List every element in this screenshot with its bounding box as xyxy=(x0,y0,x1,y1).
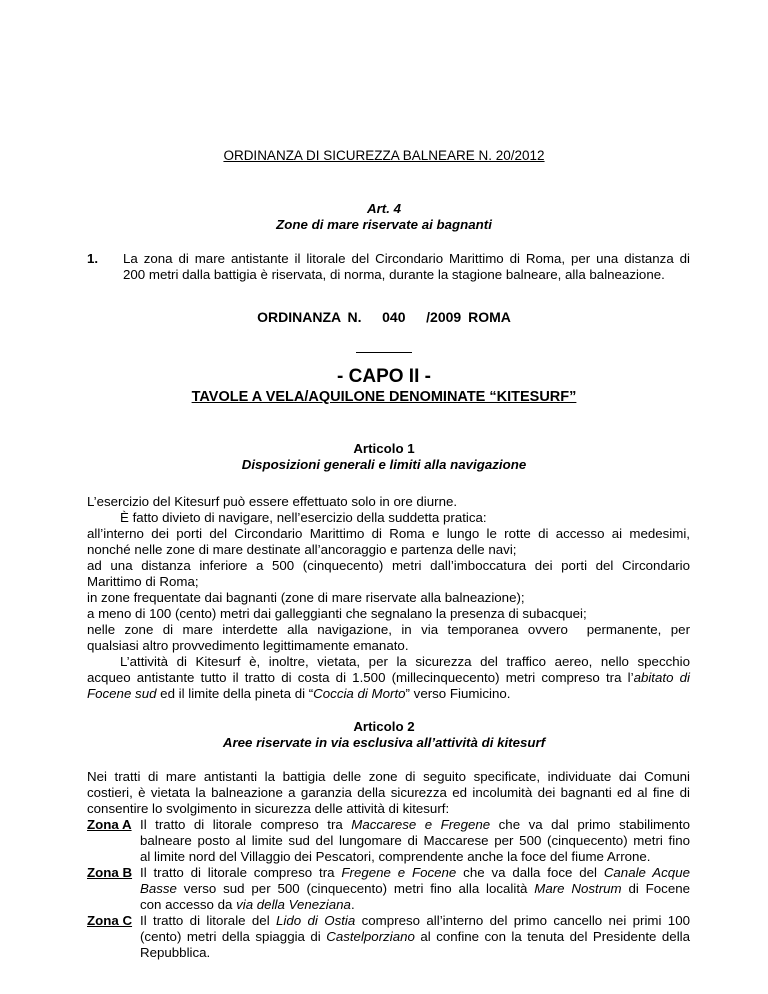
article-1-line: acqueo antistante tutto il tratto di costa di 1.500 (millecinquecento) metri compreso tra l’abitato di xyxy=(87,670,691,685)
zone-label: Zona A xyxy=(87,817,132,832)
article-1-line: Focene sud ed il limite della pineta di “Coccia di Morto” verso Fiumicino. xyxy=(87,686,511,701)
article-2-intro-line: consentire lo svolgimento in sicurezza delle attività di kitesurf: xyxy=(87,801,450,816)
chapter-heading: - CAPO II - xyxy=(337,366,431,387)
zone-label: Zona B xyxy=(87,865,133,880)
zone-b-line: Il tratto di litorale compreso tra Fregene e Focene che va dalla foce del Canale Acque xyxy=(140,865,690,880)
zone-a-line: balneare posto al limite sud del lungomare di Maccarese per 500 (cinquecento) metri fino xyxy=(140,833,690,848)
article-4-title: Zone di mare riservate ai bagnanti xyxy=(276,217,492,232)
article-1-line: qualsiasi altro provvedimento legittimamente emanato. xyxy=(87,638,409,653)
chapter-subtitle: TAVOLE A VELA/AQUILONE DENOMINATE “KITESURF” xyxy=(191,389,577,405)
zone-b-line: con accesso da via della Veneziana. xyxy=(140,897,355,912)
article-2-intro-line: Nei tratti di mare antistanti la battigia delle zone di seguito specificate, individuate dai Comuni xyxy=(87,769,690,784)
zone-c-line: (cento) metri della spiaggia di Castelporziano al confine con la tenuta del Presidente della xyxy=(140,929,690,944)
article-1-line: nelle zone di mare interdette alla navigazione, in via temporanea ovvero permanente, per xyxy=(87,622,690,637)
article-1-line: all’interno dei porti del Circondario Marittimo di Roma e lungo le rotte di accesso ai medesimi, xyxy=(87,526,690,541)
paragraph-1-line-1: La zona di mare antistante il litorale del Circondario Marittimo di Roma, per una distanza di xyxy=(123,251,690,266)
article-1-line: Marittimo di Roma; xyxy=(87,574,199,589)
zone-c-line: Repubblica. xyxy=(140,945,211,960)
article-1-line: nonché nelle zone di mare destinate all’ancoraggio e partenza delle navi; xyxy=(87,542,517,557)
document-title: ORDINANZA DI SICUREZZA BALNEARE N. 20/2012 xyxy=(223,148,545,163)
ordinance-title: ORDINANZA N. 040 /2009 ROMA xyxy=(257,309,511,325)
paragraph-number: 1. xyxy=(87,251,99,266)
article-1-line: È fatto divieto di navigare, nell’esercizio della suddetta pratica: xyxy=(120,510,487,525)
article-1-line: a meno di 100 (cento) metri dai galleggianti che segnalano la presenza di subacquei; xyxy=(87,606,587,621)
article-2-intro-line: costieri, è vietata la balneazione a garanzia della sicurezza ed incolumità dei bagnanti ed al fine di xyxy=(87,785,690,800)
article-2-number: Articolo 2 xyxy=(353,719,415,734)
zone-c-line: Il tratto di litorale del Lido di Ostia compreso all’interno del primo cancello nei primi 100 xyxy=(140,913,690,928)
zone-a-line: Il tratto di litorale compreso tra Maccarese e Fregene che va dal primo stabilimento xyxy=(140,817,690,832)
article-1-line: ad una distanza inferiore a 500 (cinquecento) metri dall’imboccatura dei porti del Circondario xyxy=(87,558,690,573)
article-1-line: L’attività di Kitesurf è, inoltre, vietata, per la sicurezza del traffico aereo, nello specchio xyxy=(120,654,690,669)
divider-rule xyxy=(356,352,412,353)
article-1-title: Disposizioni generali e limiti alla navigazione xyxy=(241,457,527,472)
article-1-number: Articolo 1 xyxy=(353,441,415,456)
article-1-line: L’esercizio del Kitesurf può essere effettuato solo in ore diurne. xyxy=(87,494,458,509)
paragraph-1-line-2: 200 metri dalla battigia è riservata, di norma, durante la stagione balneare, alla balneazione. xyxy=(123,267,665,282)
article-1-line: in zone frequentate dai bagnanti (zone di mare riservate alla balneazione); xyxy=(87,590,525,605)
zone-label: Zona C xyxy=(87,913,133,928)
zone-a-line: al limite nord del Villaggio dei Pescatori, comprendente anche la foce del fiume Arrone. xyxy=(140,849,651,864)
zone-b-line: Basse verso sud per 500 (cinquecento) metri fino alla località Mare Nostrum di Focene xyxy=(140,881,690,896)
article-2-title: Aree riservate in via esclusiva all’attività di kitesurf xyxy=(222,735,546,750)
article-4-number: Art. 4 xyxy=(367,201,401,216)
